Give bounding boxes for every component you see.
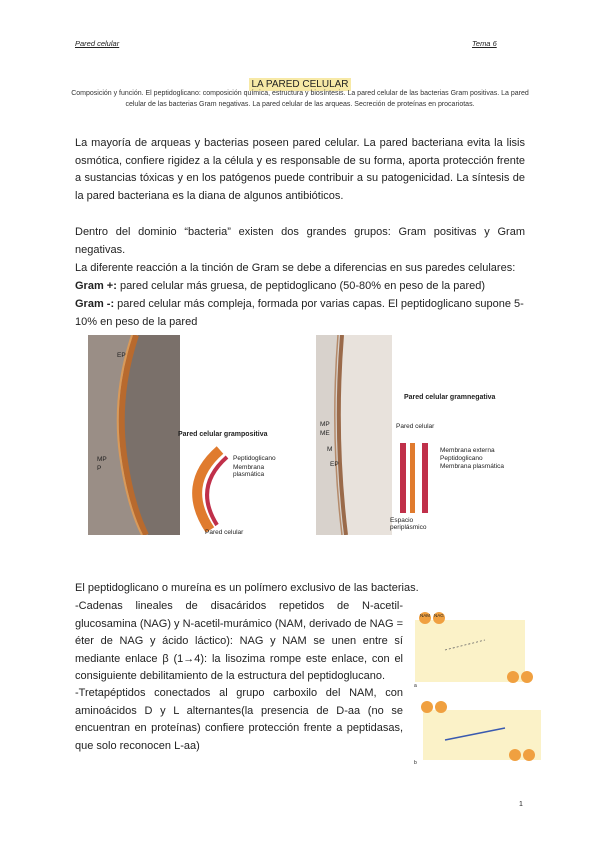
label-membrana-plasmatica-right: Membrana plasmática [440,463,504,470]
header-right: Tema 6 [472,39,497,48]
label-membrana-left: Membrana plasmática [233,464,265,478]
gram-positive-diagram [175,445,235,535]
page-title: LA PARED CELULAR [251,79,349,90]
peptidoglycan-structure-figure [415,610,545,765]
label-pared-right: Pared celular [396,423,435,430]
gram-negative-diagram [398,443,438,513]
micro-label-mp: MP [97,456,107,463]
paragraph-peptidoglicano: El peptidoglicano o mureína es un polímero exclusivo de las bacterias. [75,582,419,594]
micro-label-m: M [327,446,333,453]
mol-label-nam: NAM [420,613,430,618]
mol-label-nag: NAG [434,613,444,618]
micro-label-ep-right: EP [330,461,339,468]
label-peptidoglicano-right: Peptidoglicano [440,455,483,462]
paragraph-gram-pos: Gram +: pared celular más gruesa, de peptidoglicano (50-80% en peso de la pared) [75,280,486,292]
paragraph-gram-reaction: La diferente reacción a la tinción de Gram se debe a diferencias en sus paredes celulares: [75,262,516,274]
paragraph-intro: La mayoría de arqueas y bacterias poseen pared celular. La pared bacteriana evita la lisis osmótica, confiere rigidez a la célula y es responsable de su forma, aporta protección frente a sustancias tóxicas y en los patógenos puede contribuir a su patogenicidad. La síntesis de la pared bacteriana es la diana de algunos antibióticos. [75,137,525,202]
gram-negative-diagram-title: Pared celular gramnegativa [404,394,496,401]
mol-panel-a: a [414,683,417,689]
micro-label-mp-right: MP [320,421,330,428]
label-espacio-periplasmico: Espacio periplásmico [390,517,427,531]
label-peptidoglicano-left: Peptidoglicano [233,455,276,462]
gram-positive-micrograph [88,335,180,535]
gram-positive-diagram-title: Pared celular grampositiva [178,431,268,438]
header-left: Pared celular [75,39,120,48]
mol-panel-b: b [414,760,417,766]
paragraph-gram-neg: Gram -: pared celular más compleja, formada por varias capas. El peptidoglicano supone 5-10% en peso de la pared [75,298,524,328]
paragraph-tetrapeptidos: -Tretapéptidos conectados al grupo carboxilo del NAM, con aminoácidos D y L alternantes(la presencia de D-aa (no se encuentran en proteínas) confiere protección frente a peptidasas, que solo reconocen L-aa) [75,687,403,752]
page-number: 1 [519,801,523,808]
micro-label-me: ME [320,430,330,437]
page-subtitle: Composición y función. El peptidoglicano: composición química, estructura y biosíntesis. La pared celular de las bacterias Gram positivas. La pared celular de las bacterias Gram negativas. La pared celular de las arqueas. Secreción de proteínas en procariotas. [71,90,529,108]
label-pared-left: Pared celular [205,529,244,536]
paragraph-cadenas: -Cadenas lineales de disacáridos repetidos de N-acetil-glucosamina (NAG) y N-acetil-murámico (NAM, derivado de NAG = éter de NAG y ácido láctico): NAG y NAM se unen entre sí mediante enlace β (1→4): la lisozima rompe este enlace, con el consiguiente debilitamiento de la estructura del peptidoglucano. [75,600,403,682]
micro-label-ep: EP [117,352,126,359]
paragraph-groups: Dentro del dominio “bacteria” existen dos grandes grupos: Gram positivas y Gram negativas. [75,226,525,256]
label-membrana-externa: Membrana externa [440,447,495,454]
micro-label-p: P [97,465,102,472]
